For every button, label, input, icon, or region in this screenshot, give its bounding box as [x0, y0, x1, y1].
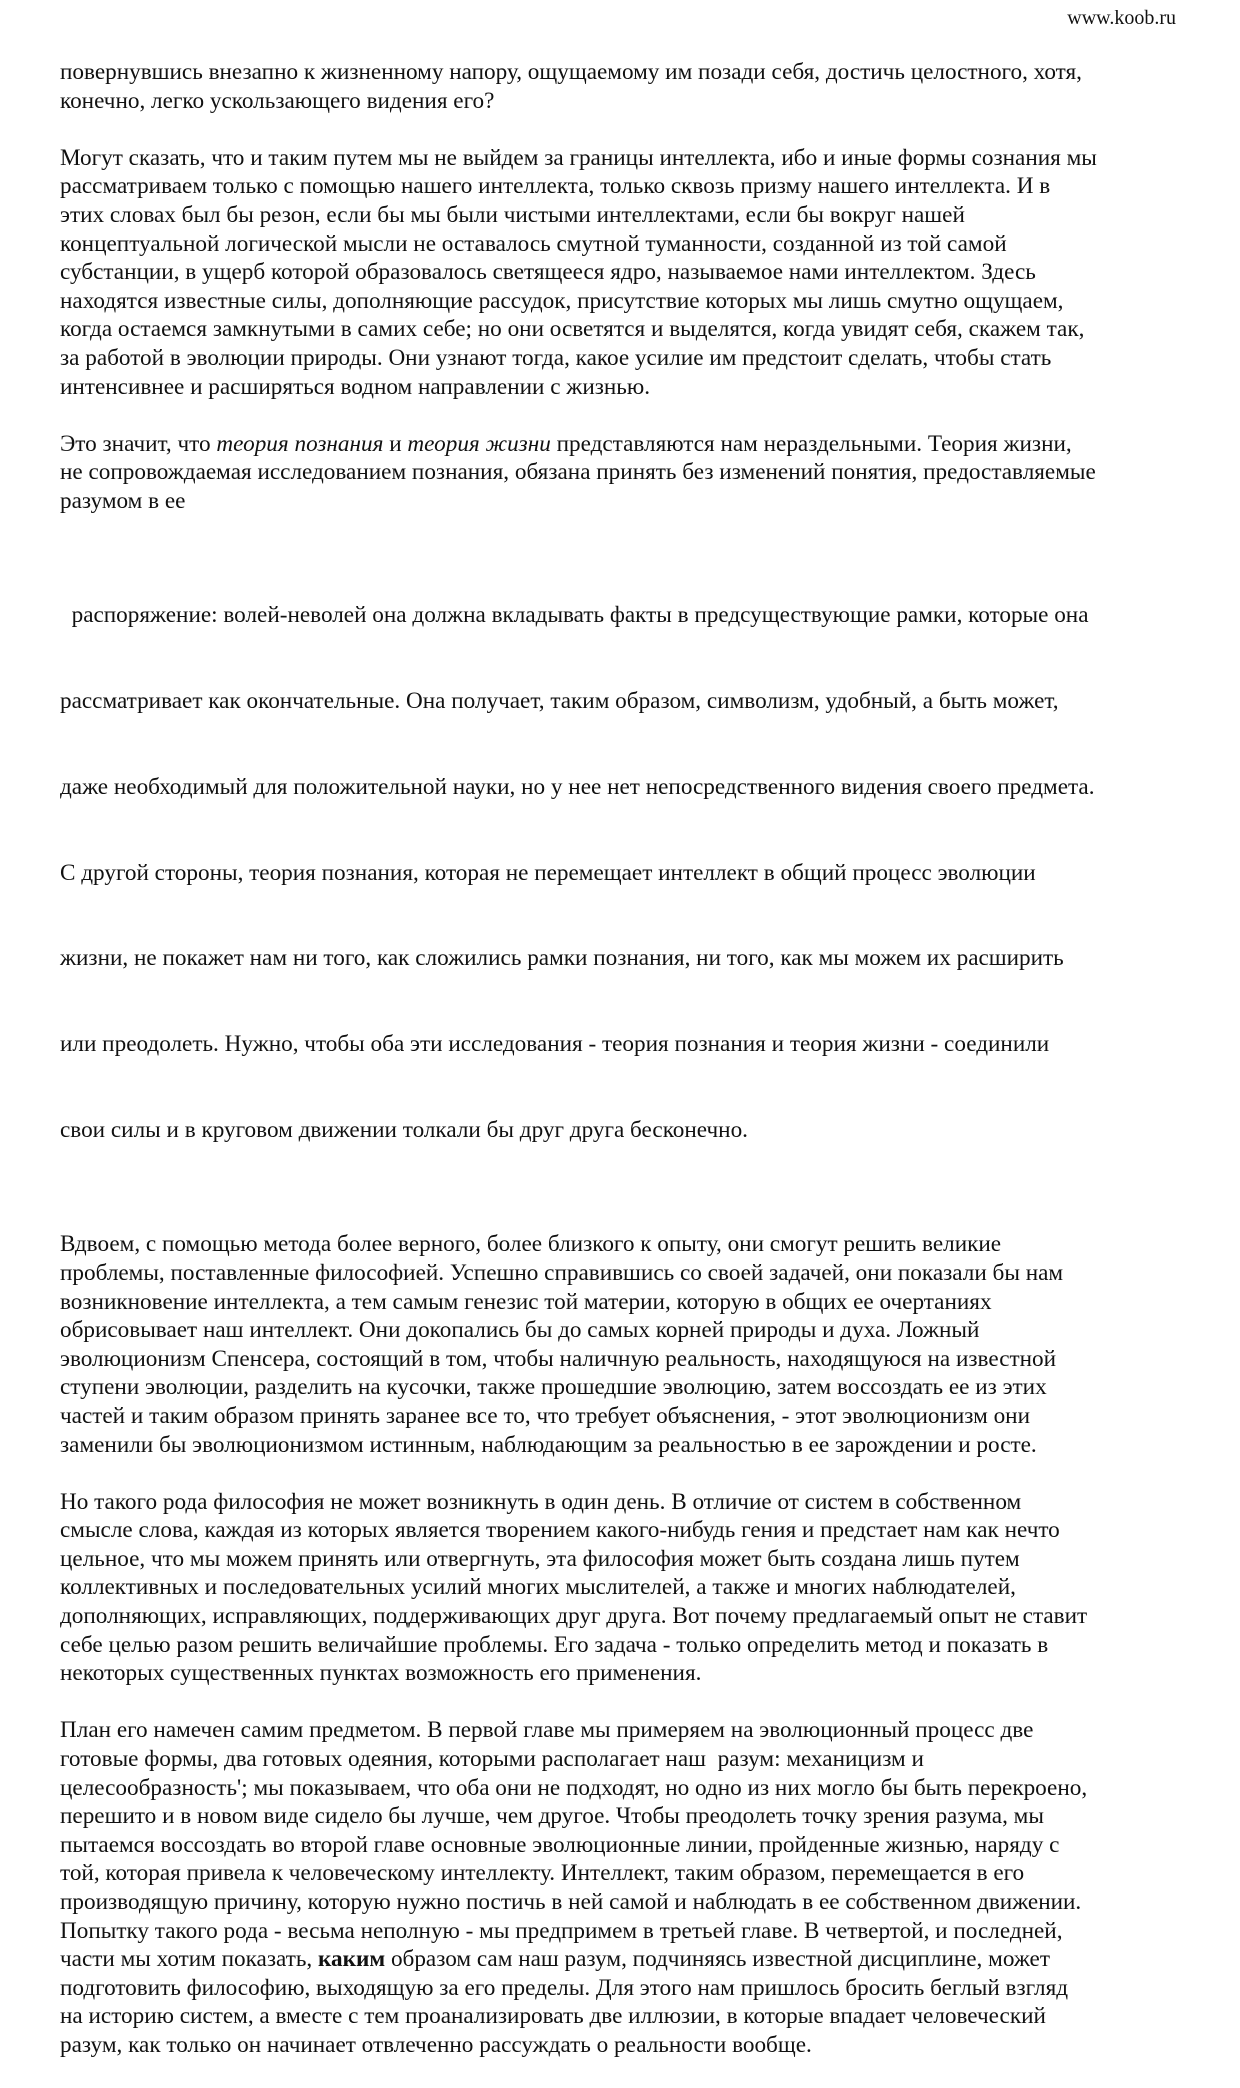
document-body: [60, 58, 1188, 2088]
text-line: готовые формы, два готовых одеяния, которыми располагает наш разум: механицизм и: [60, 1746, 924, 1773]
text-line: на историю систем, а вместе с тем проанализировать две иллюзии, в которые впадает человеческий: [60, 2003, 1046, 2030]
text-line: не сопровождаемая исследованием познания, обязана принять без изменений понятия, предоставляемые: [60, 459, 1096, 486]
text-fragment: образом сам наш разум, подчиняясь известной дисциплине, может: [385, 1946, 1050, 1973]
text-line: [60, 1945, 1188, 1974]
text-line: разумом в ее: [60, 487, 186, 514]
italic-term: теория жизни: [407, 430, 551, 457]
text-line: жизни, не покажет нам ни того, как сложились рамки познания, ни того, как мы можем их расширить: [60, 945, 1064, 972]
text-line: некоторых существенных пунктах возможность его применения.: [60, 1660, 702, 1687]
text-line: С другой стороны, теория познания, которая не перемещает интеллект в общий процесс эволюции: [60, 859, 1036, 886]
text-line: производящую причину, которую нужно постичь в ней самой и наблюдать в ее собственном движении.: [60, 1889, 1082, 1915]
text-line: конечно, легко ускользающего видения его?: [60, 87, 495, 114]
text-line: когда остаемся замкнутыми в самих себе; но они осветятся и выделятся, когда увидят себя, скажем так,: [60, 316, 1085, 343]
text-line: за работой в эволюции природы. Они узнают тогда, какое усилие им предстоит сделать, чтобы стать: [60, 344, 1052, 371]
paragraph-1: [60, 58, 1188, 115]
paragraph-7: [60, 1716, 1188, 2059]
text-line: себе целью разом решить величайшие проблемы. Его задача - только определить метод и показать в: [60, 1631, 1049, 1658]
text-line: заменили бы эволюционизмом истинным, наблюдающим за реальностью в ее зарождении и росте.: [60, 1431, 1037, 1458]
paragraph-6: [60, 1488, 1188, 1688]
text-line: той, которая привела к человеческому интеллекту. Интеллект, таким образом, перемещается в его: [60, 1860, 1025, 1887]
text-fragment: Это значит, что: [60, 430, 217, 457]
text-line: распоряжение: волей-неволей она должна вкладывать факты в предсуществующие рамки, которые она: [60, 602, 1089, 629]
text-line: смысле слова, каждая из которых является творением какого-нибудь гения и предстает нам как нечто: [60, 1517, 1060, 1544]
text-line: проблемы, поставленные философией. Успешно справившись со своей задачей, они показали бы нам: [60, 1259, 1064, 1286]
paragraph-4: [60, 544, 1188, 1202]
text-line: частей и таким образом принять заранее все то, что требует объяснения, - этот эволюционизм они: [60, 1402, 1030, 1429]
text-line: пытаемся воссоздать во второй главе основные эволюционные линии, пройденные жизнью, наряду с: [60, 1831, 1060, 1858]
text-fragment: и: [383, 430, 408, 457]
paragraph-5: [60, 1230, 1188, 1459]
text-line: ступени эволюции, разделить на кусочки, также прошедшие эволюцию, затем воссоздать ее из этих: [60, 1374, 1047, 1401]
text-line: План его намечен самим предметом. В первой главе мы примеряем на эволюционный процесс две: [60, 1717, 1034, 1744]
text-line: [60, 430, 1188, 459]
bold-word: каким: [318, 1946, 386, 1973]
text-line: дополняющих, исправляющих, поддерживающих друг друга. Вот почему предлагаемый опыт не ставит: [60, 1603, 1088, 1630]
text-line: разум, как только он начинает отвлеченно рассуждать о реальности вообще.: [60, 2031, 812, 2058]
text-line: Но такого рода философия не может возникнуть в один день. В отличие от систем в собственном: [60, 1488, 1022, 1515]
text-line: Могут сказать, что и таким путем мы не выйдем за границы интеллекта, ибо и иные формы сознания мы: [60, 144, 1097, 171]
text-line: рассматривает как окончательные. Она получает, таким образом, символизм, удобный, а быть может,: [60, 688, 1059, 715]
text-line: концептуальной логической мысли не оставалось смутной туманности, созданной из той самой: [60, 230, 1007, 257]
text-line: даже необходимый для положительной науки, но у нее нет непосредственного видения своего предмета.: [60, 773, 1095, 800]
text-line: находятся известные силы, дополняющие рассудок, присутствие которых мы лишь смутно ощущаем,: [60, 287, 1064, 314]
text-line: рассматриваем только с помощью нашего интеллекта, только сквозь призму нашего интеллекта. И в: [60, 173, 1051, 200]
text-line: этих словах был бы резон, если бы мы были чистыми интеллектами, если бы вокруг нашей: [60, 201, 965, 228]
paragraph-2: [60, 144, 1188, 401]
italic-term: теория познания: [216, 430, 384, 457]
text-line: коллективных и последовательных усилий многих мыслителей, а также и многих наблюдателей,: [60, 1574, 1016, 1601]
text-line: Попытку такого рода - весьма неполную - мы предпримем в третьей главе. В четвертой, и последней,: [60, 1917, 1063, 1944]
text-line: Вдвоем, с помощью метода более верного, более близкого к опыту, они смогут решить великие: [60, 1231, 1002, 1258]
text-line: интенсивнее и расширяться водном направлении с жизнью.: [60, 373, 651, 400]
text-line: перешито и в новом виде сидело бы лучше, чем другое. Чтобы преодолеть точку зрения разума, мы: [60, 1803, 1044, 1830]
text-fragment: части мы хотим показать,: [60, 1946, 319, 1973]
text-fragment: представляются нам нераздельными. Теория жизни,: [550, 430, 1072, 457]
site-url: www.koob.ru: [1067, 7, 1176, 29]
text-line: или преодолеть. Нужно, чтобы оба эти исследования - теория познания и теория жизни - соединили: [60, 1031, 1050, 1058]
text-line: субстанции, в ущерб которой образовалось светящееся ядро, называемое нами интеллектом. Здесь: [60, 259, 1036, 286]
text-line: подготовить философию, выходящую за его пределы. Для этого нам пришлось бросить беглый взгляд: [60, 1974, 1069, 2001]
text-line: обрисовывает наш интеллект. Они докопались бы до самых корней природы и духа. Ложный: [60, 1317, 980, 1344]
text-line: свои силы и в круговом движении толкали бы друг друга бесконечно.: [60, 1116, 748, 1143]
text-line: целесообразность'; мы показываем, что оба они не подходят, но одно из них могло бы быть перекроено,: [60, 1774, 1088, 1801]
text-line: повернувшись внезапно к жизненному напору, ощущаемому им позади себя, достичь целостного, хотя,: [60, 59, 1082, 85]
text-line: эволюционизм Спенсера, состоящий в том, чтобы наличную реальность, находящуюся на известной: [60, 1345, 1057, 1372]
text-line: цельное, что мы можем принять или отвергнуть, эта философия может быть создана лишь путем: [60, 1545, 1020, 1572]
text-line: возникновение интеллекта, а тем самым генезис той материи, которую в общих ее очертаниях: [60, 1288, 992, 1315]
paragraph-3: [60, 430, 1188, 516]
